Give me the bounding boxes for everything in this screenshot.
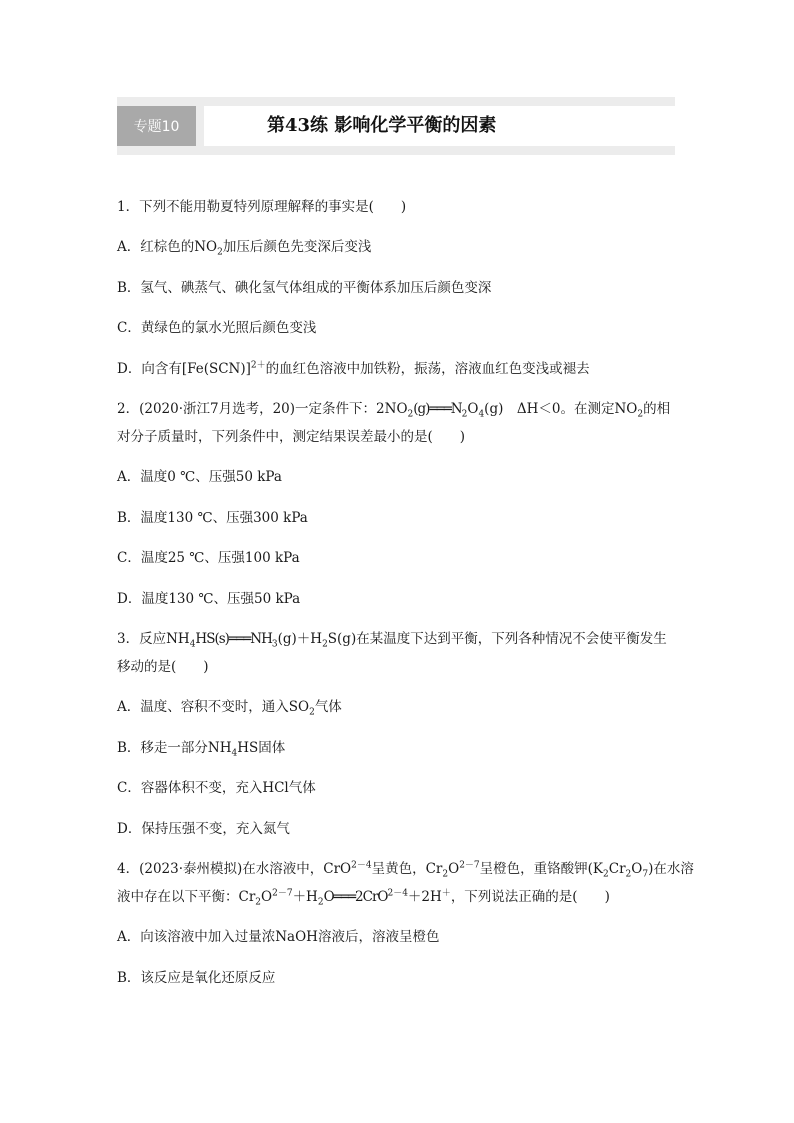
q1-option-d: D．向含有$[Fe(SCN)]^{2+}$的血红色溶液中加铁粉，振荡，溶液血红色变浅或褪去 [117, 360, 590, 377]
q1-stem: 1．下列不能用勒夏特列原理解释的事实是( ) [117, 199, 407, 215]
q2-option-a: A．温度0 ℃、压强50 kPa [117, 469, 282, 485]
q4-stem-line1: 4．(2023·泰州模拟)在水溶液中，CrO$^{2-4}$呈黄色，$Cr_2O^{2-7}$呈橙色，重铬酸钾$(K_2Cr_2O_7)$在水溶 [117, 860, 694, 880]
q2-option-c: C．温度25 ℃、压强100 kPa [117, 550, 300, 566]
q3-option-d: D．保持压强不变，充入氮气 [117, 821, 290, 837]
q4-stem-line2: 液中存在以下平衡：$Cr_2O^{2-7}+H_2O═══2CrO^{2-4}+2H^+$，下列说法正确的是( ) [117, 888, 610, 908]
q1-option-c: C．黄绿色的氯水光照后颜色变浅 [117, 320, 317, 336]
q4-option-a: A．向该溶液中加入过量浓NaOH溶液后，溶液呈橙色 [117, 929, 440, 945]
q2-stem-line1: 2．(2020·浙江7月选考，20)一定条件下：$2NO_2(g)═══N_2O_4(g)$ ΔH＜0。在测定$NO_2$的相 [117, 401, 671, 420]
q1-option-a: A．红棕色的$NO_2$加压后颜色先变深后变浅 [117, 239, 372, 258]
q2-option-b: B．温度130 ℃、压强300 kPa [117, 510, 308, 526]
q3-option-b: B．移走一部分$NH_4HS$固体 [117, 740, 286, 759]
topic-tag: 专题10 [117, 106, 196, 146]
q1-option-b: B．氢气、碘蒸气、碘化氢气体组成的平衡体系加压后颜色变深 [117, 280, 492, 296]
page-title: 第43练 影响化学平衡的因素 [267, 115, 497, 136]
q2-stem-line2: 对分子质量时，下列条件中，测定结果误差最小的是( ) [117, 429, 466, 445]
q3-option-c: C．容器体积不变，充入HCl气体 [117, 780, 316, 796]
q3-option-a: A．温度、容积不变时，通入$SO_2$气体 [117, 699, 342, 718]
q2-option-d: D．温度130 ℃、压强50 kPa [117, 591, 301, 607]
q3-stem-line2: 移动的是( ) [117, 659, 209, 675]
q4-option-b: B．该反应是氧化还原反应 [117, 970, 276, 986]
q3-stem-line1: 3．反应$NH_4HS(s)═══NH_3(g)+H_2S(g)$在某温度下达到平衡，下列各种情况不会使平衡发生 [117, 631, 667, 650]
